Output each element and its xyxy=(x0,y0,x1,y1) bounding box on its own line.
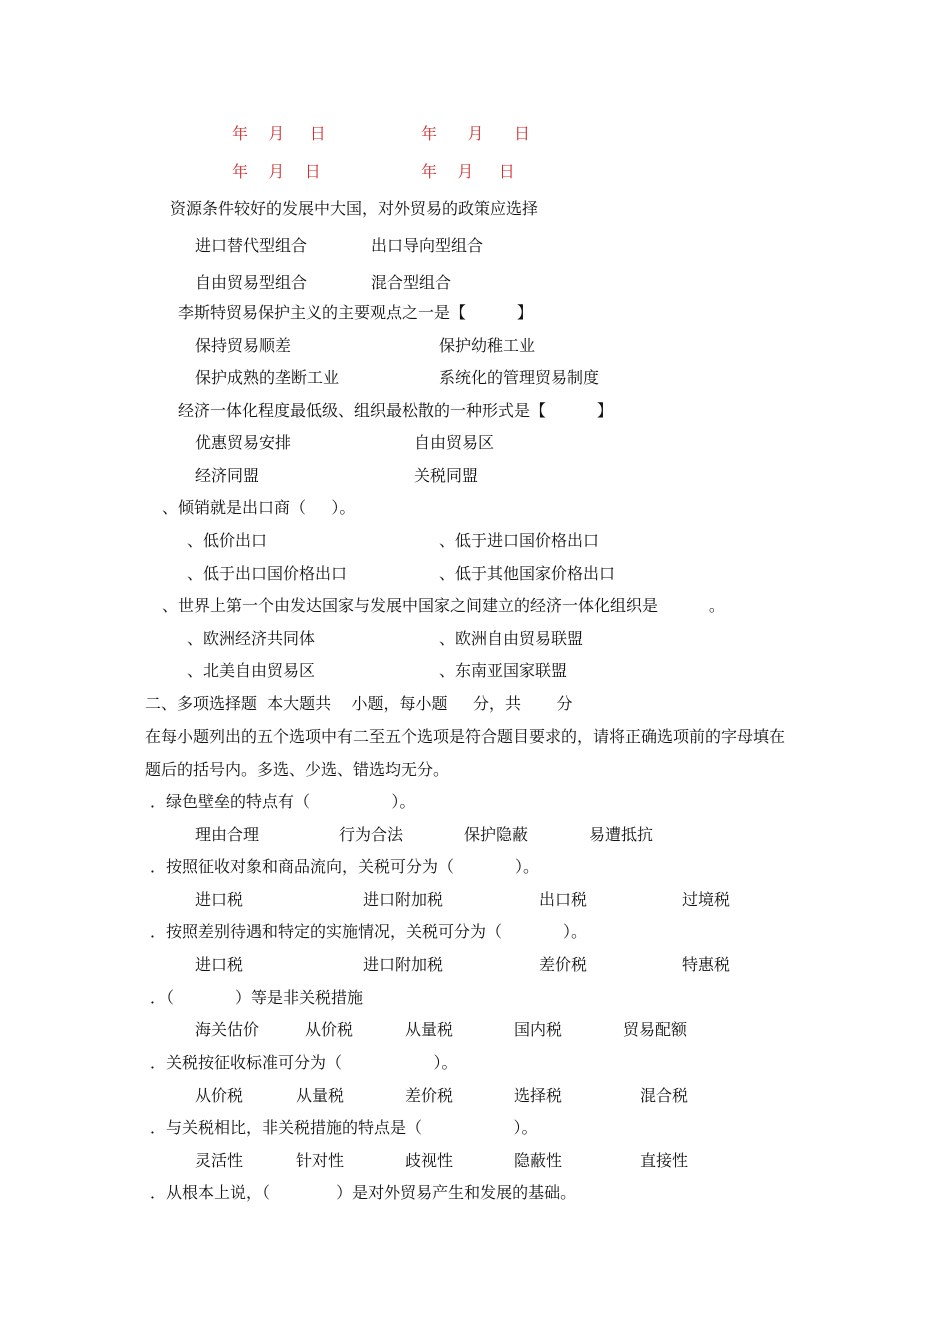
multi-question-5: ．关税按征收标准可分为（ ）。 xyxy=(150,1053,458,1072)
q1-option-a: 进口替代型组合 xyxy=(195,236,308,255)
multi-question-1: ．绿色壁垒的特点有（ ）。 xyxy=(150,792,416,811)
m3-option-b: 进口附加税 xyxy=(363,955,444,974)
m2-option-b: 进口附加税 xyxy=(363,890,444,909)
question-5: 、世界上第一个由发达国家与发展中国家之间建立的经济一体化组织是 。 xyxy=(162,596,725,615)
m3-option-c: 差价税 xyxy=(539,955,588,974)
m6-option-a: 灵活性 xyxy=(195,1151,244,1170)
m2-option-a: 进口税 xyxy=(195,890,244,909)
date-left-1: 年 月 日 xyxy=(232,124,326,143)
q3-option-c: 经济同盟 xyxy=(195,466,260,485)
section-2-instruction-2: 题后的括号内。多选、少选、错选均无分。 xyxy=(145,760,450,779)
m5-option-e: 混合税 xyxy=(640,1086,689,1105)
multi-question-6: ．与关税相比，非关税措施的特点是（ ）。 xyxy=(150,1118,538,1137)
m3-option-a: 进口税 xyxy=(195,955,244,974)
m5-option-a: 从价税 xyxy=(195,1086,244,1105)
q2-option-b: 保护幼稚工业 xyxy=(439,336,536,355)
q2-option-c: 保护成熟的垄断工业 xyxy=(195,368,340,387)
question-4: 、倾销就是出口商（ ）。 xyxy=(162,498,356,517)
multi-question-2: ．按照征收对象和商品流向，关税可分为（ ）。 xyxy=(150,857,540,876)
m6-option-c: 歧视性 xyxy=(405,1151,454,1170)
question-1: 资源条件较好的发展中大国，对外贸易的政策应选择 xyxy=(170,199,539,218)
q4-option-c: 、低于出口国价格出口 xyxy=(187,564,348,583)
q3-option-a: 优惠贸易安排 xyxy=(195,433,292,452)
multi-question-7: ．从根本上说，（ ）是对外贸易产生和发展的基础。 xyxy=(150,1183,577,1202)
q3-option-b: 自由贸易区 xyxy=(414,433,495,452)
q5-option-d: 、东南亚国家联盟 xyxy=(439,661,568,680)
m3-option-d: 特惠税 xyxy=(682,955,731,974)
section-2-instruction-1: 在每小题列出的五个选项中有二至五个选项是符合题目要求的，请将正确选项前的字母填在 xyxy=(145,727,786,746)
q1-option-d: 混合型组合 xyxy=(371,273,452,292)
multi-question-4: ．（ ）等是非关税措施 xyxy=(150,988,364,1007)
m4-option-b: 从价税 xyxy=(305,1020,354,1039)
m5-option-c: 差价税 xyxy=(405,1086,454,1105)
m2-option-d: 过境税 xyxy=(682,890,731,909)
q1-option-c: 自由贸易型组合 xyxy=(195,273,308,292)
m4-option-a: 海关估价 xyxy=(195,1020,260,1039)
q4-option-b: 、低于进口国价格出口 xyxy=(439,531,600,550)
m1-option-d: 易遭抵抗 xyxy=(589,825,654,844)
m4-option-d: 国内税 xyxy=(514,1020,563,1039)
q1-option-b: 出口导向型组合 xyxy=(371,236,484,255)
m6-option-e: 直接性 xyxy=(640,1151,689,1170)
m5-option-d: 选择税 xyxy=(514,1086,563,1105)
m1-option-b: 行为合法 xyxy=(339,825,404,844)
date-right-1: 年 月 日 xyxy=(421,124,531,143)
question-2: 李斯特贸易保护主义的主要观点之一是【 】 xyxy=(178,303,533,322)
m1-option-a: 理由合理 xyxy=(195,825,260,844)
section-2-heading: 二、多项选择题 本大题共 小题，每小题 分，共 分 xyxy=(145,694,573,713)
q2-option-d: 系统化的管理贸易制度 xyxy=(439,368,600,387)
m6-option-b: 针对性 xyxy=(296,1151,345,1170)
q4-option-d: 、低于其他国家价格出口 xyxy=(439,564,616,583)
m4-option-c: 从量税 xyxy=(405,1020,454,1039)
q5-option-c: 、北美自由贸易区 xyxy=(187,661,316,680)
q2-option-a: 保持贸易顺差 xyxy=(195,336,292,355)
q5-option-a: 、欧洲经济共同体 xyxy=(187,629,316,648)
m2-option-c: 出口税 xyxy=(539,890,588,909)
question-3: 经济一体化程度最低级、组织最松散的一种形式是【 】 xyxy=(178,401,613,420)
m5-option-b: 从量税 xyxy=(296,1086,345,1105)
m4-option-e: 贸易配额 xyxy=(623,1020,688,1039)
m1-option-c: 保护隐蔽 xyxy=(464,825,529,844)
m6-option-d: 隐蔽性 xyxy=(514,1151,563,1170)
q5-option-b: 、欧洲自由贸易联盟 xyxy=(439,629,584,648)
date-left-2: 年 月 日 xyxy=(232,162,321,181)
q4-option-a: 、低价出口 xyxy=(187,531,268,550)
date-right-2: 年 月 日 xyxy=(421,162,515,181)
multi-question-3: ．按照差别待遇和特定的实施情况，关税可分为（ ）。 xyxy=(150,922,588,941)
q3-option-d: 关税同盟 xyxy=(414,466,479,485)
